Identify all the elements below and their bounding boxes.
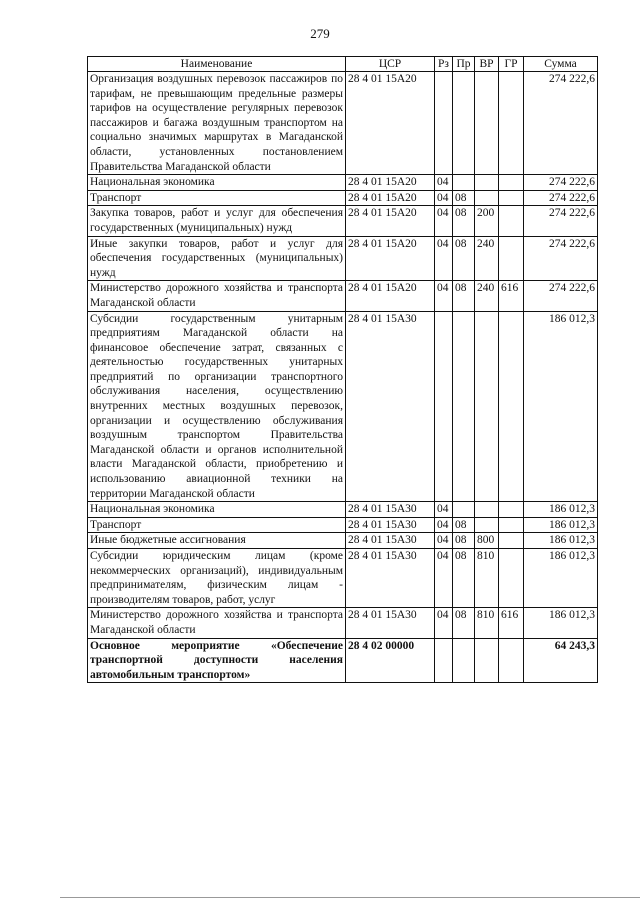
cell-pr: 08	[453, 206, 475, 236]
cell-sum: 186 012,3	[524, 311, 598, 502]
cell-pr: 08	[453, 608, 475, 638]
cell-csr: 28 4 01 15А30	[346, 549, 435, 608]
cell-rz: 04	[435, 281, 453, 311]
cell-rz	[435, 311, 453, 502]
cell-gr	[499, 502, 524, 518]
cell-csr: 28 4 01 15А20	[346, 236, 435, 281]
cell-sum: 274 222,6	[524, 206, 598, 236]
header-vr: ВР	[475, 57, 499, 72]
cell-vr	[475, 190, 499, 206]
cell-csr: 28 4 01 15А30	[346, 533, 435, 549]
table-row	[88, 549, 598, 608]
cell-vr	[475, 638, 499, 683]
cell-csr: 28 4 02 00000	[346, 638, 435, 683]
cell-csr: 28 4 01 15А20	[346, 281, 435, 311]
cell-pr: 08	[453, 533, 475, 549]
cell-gr	[499, 517, 524, 533]
cell-vr	[475, 72, 499, 175]
header-gr: ГР	[499, 57, 524, 72]
table-header-row	[88, 57, 598, 72]
cell-rz: 04	[435, 517, 453, 533]
cell-sum: 186 012,3	[524, 533, 598, 549]
cell-csr: 28 4 01 15А30	[346, 502, 435, 518]
cell-sum: 186 012,3	[524, 549, 598, 608]
table-row	[88, 190, 598, 206]
header-name: Наименование	[88, 57, 346, 72]
cell-rz: 04	[435, 206, 453, 236]
cell-gr	[499, 533, 524, 549]
bottom-rule	[60, 897, 640, 898]
cell-gr	[499, 175, 524, 191]
cell-gr	[499, 638, 524, 683]
cell-vr: 810	[475, 608, 499, 638]
cell-vr: 240	[475, 281, 499, 311]
cell-pr	[453, 72, 475, 175]
cell-gr: 616	[499, 608, 524, 638]
cell-name: Субсидии государственным унитарным предприятиям Магаданской области на финансовое обеспечение затрат, связанных с деятельностью государственных унитарных предприятий по организации транспортного обслуживания населения, осуществлению внутренних местных воздушных перевозок, организации и осуществлению обслуживания воздушным транспортом Правительства Магаданской области и органов исполнительной власти Магаданской области, приобретению и использованию авиационной техники на территории Магаданской области	[88, 311, 346, 502]
cell-sum: 274 222,6	[524, 281, 598, 311]
cell-name: Закупка товаров, работ и услуг для обеспечения государственных (муниципальных) нужд	[88, 206, 346, 236]
cell-csr: 28 4 01 15А30	[346, 517, 435, 533]
table-row	[88, 206, 598, 236]
cell-vr	[475, 517, 499, 533]
cell-sum: 186 012,3	[524, 502, 598, 518]
cell-name: Национальная экономика	[88, 175, 346, 191]
table-row	[88, 281, 598, 311]
cell-csr: 28 4 01 15А20	[346, 190, 435, 206]
cell-gr	[499, 236, 524, 281]
header-sum: Сумма	[524, 57, 598, 72]
table-row	[88, 608, 598, 638]
cell-pr: 08	[453, 517, 475, 533]
cell-gr: 616	[499, 281, 524, 311]
cell-sum: 274 222,6	[524, 190, 598, 206]
table-row	[88, 175, 598, 191]
table-row	[88, 502, 598, 518]
table-row	[88, 311, 598, 502]
cell-csr: 28 4 01 15А20	[346, 72, 435, 175]
cell-gr	[499, 206, 524, 236]
cell-pr	[453, 175, 475, 191]
cell-name: Министерство дорожного хозяйства и транспорта Магаданской области	[88, 608, 346, 638]
cell-gr	[499, 311, 524, 502]
cell-name: Иные бюджетные ассигнования	[88, 533, 346, 549]
cell-vr	[475, 502, 499, 518]
cell-csr: 28 4 01 15А20	[346, 175, 435, 191]
header-pr: Пр	[453, 57, 475, 72]
cell-rz: 04	[435, 190, 453, 206]
table-row	[88, 533, 598, 549]
table-row	[88, 236, 598, 281]
cell-sum: 274 222,6	[524, 236, 598, 281]
cell-name: Национальная экономика	[88, 502, 346, 518]
cell-gr	[499, 190, 524, 206]
header-csr: ЦСР	[346, 57, 435, 72]
cell-vr: 240	[475, 236, 499, 281]
cell-rz: 04	[435, 502, 453, 518]
cell-pr: 08	[453, 190, 475, 206]
header-rz: Рз	[435, 57, 453, 72]
cell-vr: 800	[475, 533, 499, 549]
cell-name: Основное мероприятие «Обеспечение транспортной доступности населения автомобильным транспортом»	[88, 638, 346, 683]
budget-table	[87, 56, 598, 683]
cell-sum: 186 012,3	[524, 517, 598, 533]
cell-rz: 04	[435, 175, 453, 191]
cell-name: Иные закупки товаров, работ и услуг для обеспечения государственных (муниципальных) нужд	[88, 236, 346, 281]
cell-sum: 274 222,6	[524, 175, 598, 191]
cell-sum: 64 243,3	[524, 638, 598, 683]
cell-pr	[453, 502, 475, 518]
table-row	[88, 638, 598, 683]
cell-rz: 04	[435, 608, 453, 638]
cell-csr: 28 4 01 15А30	[346, 311, 435, 502]
cell-csr: 28 4 01 15А30	[346, 608, 435, 638]
table-row	[88, 72, 598, 175]
cell-sum: 186 012,3	[524, 608, 598, 638]
cell-name: Транспорт	[88, 190, 346, 206]
table-body	[88, 72, 598, 683]
cell-gr	[499, 72, 524, 175]
cell-gr	[499, 549, 524, 608]
cell-name: Транспорт	[88, 517, 346, 533]
cell-pr: 08	[453, 281, 475, 311]
cell-rz: 04	[435, 549, 453, 608]
cell-rz	[435, 72, 453, 175]
cell-vr: 200	[475, 206, 499, 236]
cell-vr	[475, 175, 499, 191]
cell-pr: 08	[453, 549, 475, 608]
cell-name: Субсидии юридическим лицам (кроме некоммерческих организаций), индивидуальным предпринимателям, физическим лицам - производителям товаров, работ, услуг	[88, 549, 346, 608]
cell-rz: 04	[435, 236, 453, 281]
cell-rz	[435, 638, 453, 683]
cell-pr	[453, 638, 475, 683]
cell-pr	[453, 311, 475, 502]
cell-csr: 28 4 01 15А20	[346, 206, 435, 236]
page-number: 279	[310, 26, 330, 41]
cell-rz: 04	[435, 533, 453, 549]
cell-name: Министерство дорожного хозяйства и транспорта Магаданской области	[88, 281, 346, 311]
cell-name: Организация воздушных перевозок пассажиров по тарифам, не превышающим предельные размеры тарифов на осуществление регулярных перевозок пассажиров и багажа воздушным транспортом на социально значимых маршрутах в Магаданской области, установленных постановлением Правительства Магаданской области	[88, 72, 346, 175]
cell-sum: 274 222,6	[524, 72, 598, 175]
table-row	[88, 517, 598, 533]
cell-vr: 810	[475, 549, 499, 608]
cell-vr	[475, 311, 499, 502]
cell-pr: 08	[453, 236, 475, 281]
